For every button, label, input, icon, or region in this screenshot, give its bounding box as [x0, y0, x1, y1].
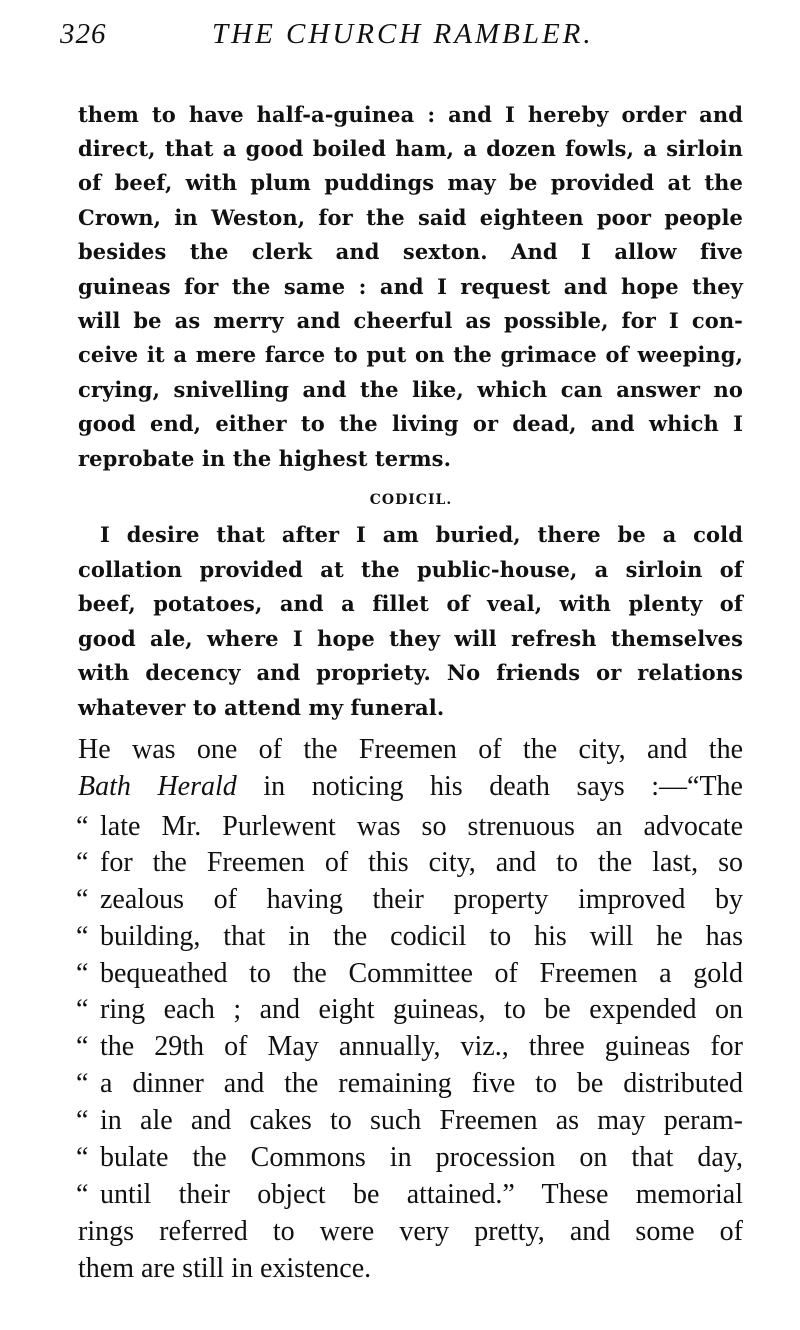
quoted-line: bulate the Commons in procession on that day,	[100, 1142, 743, 1173]
quoted-line: for the Freemen of this city, and to the last, so	[100, 847, 743, 878]
quote-mark: “	[76, 847, 89, 878]
quote-mark: “	[76, 994, 89, 1025]
quoted-line: the 29th of May annually, viz., three guineas for	[100, 1031, 743, 1062]
quote-mark: “	[76, 1105, 89, 1136]
codicil-line: collation provided at the public-house, a sirloin of	[78, 557, 743, 582]
quote-mark: “	[76, 1179, 89, 1210]
quote-mark: “	[76, 811, 89, 842]
closing-line: them are still in existence.	[78, 1253, 372, 1284]
page-header	[60, 18, 700, 58]
quote-mark: “	[76, 1068, 89, 1099]
codicil-line: good ale, where I hope they will refresh themselves	[78, 626, 743, 651]
codicil-line: beef, potatoes, and a fillet of veal, with plenty of	[78, 591, 743, 616]
newspaper-title: Bath Herald	[78, 771, 237, 802]
will-line: direct, that a good boiled ham, a dozen fowls, a sirloin	[78, 136, 743, 161]
quoted-line: building, that in the codicil to his will he has	[100, 921, 743, 952]
will-line: crying, snivelling and the like, which can answer no	[78, 377, 743, 402]
narrative-line: He was one of the Freemen of the city, and the	[78, 734, 743, 765]
will-line: will be as merry and cheerful as possible, for I con-	[78, 308, 743, 333]
quoted-line: in ale and cakes to such Freemen as may peram-	[100, 1105, 743, 1136]
codicil-line: with decency and propriety. No friends or relations	[78, 660, 743, 685]
will-line: Crown, in Weston, for the said eighteen poor people	[78, 205, 743, 230]
quoted-line: a dinner and the remaining five to be distributed	[100, 1068, 743, 1099]
quote-mark: “	[76, 884, 89, 915]
quote-mark: “	[76, 1142, 89, 1173]
codicil-line: I desire that after I am buried, there be a cold	[100, 522, 743, 547]
quote-mark: “	[76, 958, 89, 989]
page-number: 326	[60, 18, 107, 50]
will-line: of beef, with plum puddings may be provided at the	[78, 170, 743, 195]
will-line: guineas for the same : and I request and hope they	[78, 274, 743, 299]
quoted-line: bequeathed to the Committee of Freemen a gold	[100, 958, 743, 989]
will-line: good end, either to the living or dead, and which I	[78, 411, 743, 436]
codicil-line: whatever to attend my funeral.	[78, 695, 445, 720]
quoted-line: ring each ; and eight guineas, to be expended on	[100, 994, 743, 1025]
quoted-line: zealous of having their property improved by	[100, 884, 743, 915]
quoted-line: late Mr. Purlewent was so strenuous an advocate	[100, 811, 743, 842]
closing-line: rings referred to were very pretty, and some of	[78, 1216, 743, 1247]
quote-mark: “	[76, 921, 89, 952]
narrative-line-2	[78, 771, 743, 807]
will-line: reprobate in the highest terms.	[78, 446, 452, 471]
will-line: besides the clerk and sexton. And I allow five	[78, 239, 743, 264]
running-head: THE CHURCH RAMBLER.	[212, 18, 594, 50]
narrative-line-2-rest: in noticing his death says :—“The	[236, 771, 743, 802]
will-line: them to have half-a-guinea : and I hereby order and	[78, 102, 743, 127]
will-line: ceive it a mere farce to put on the grimace of weeping,	[78, 342, 743, 367]
quote-mark: “	[76, 1031, 89, 1062]
codicil-heading: CODICIL.	[369, 492, 453, 508]
quoted-line: until their object be attained.” These memorial	[100, 1179, 743, 1210]
